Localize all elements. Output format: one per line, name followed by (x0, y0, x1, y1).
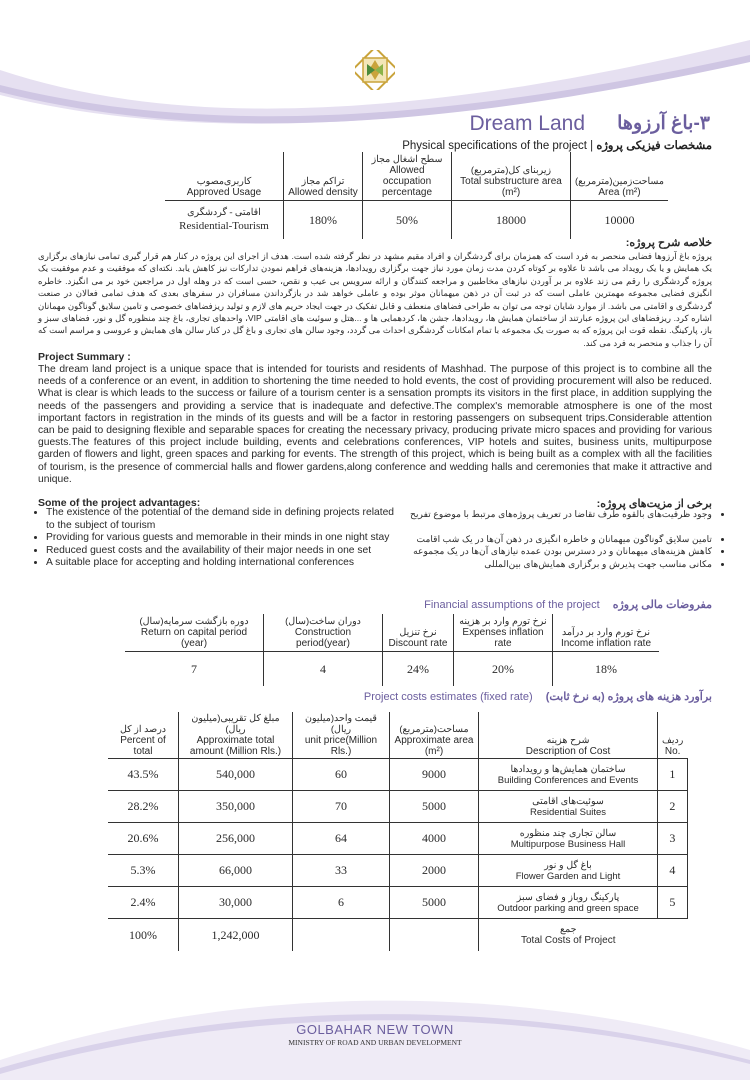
list-item: • وجود ظرفیت‌های بالقوه طرف تقاضا در تعریف پروژه‌های مرتبط با موضوع تفریح (392, 508, 712, 521)
advantages-title-persian: برخی از مزیت‌های پروژه: (596, 498, 712, 510)
table-row (108, 823, 687, 855)
advantages-title-english: Some of the project advantages: (38, 497, 201, 509)
summary-text-persian: پروژه باغ آرزوها فضایی منحصر به فرد است که همزمان برای گردشگران و افراد مقیم مشهد در نظر گرفته شده است. هدف از اجرای این پروژه در کنار هم قرار گیری تمامی نیازهای برگزاری یک همایش و یا یک رویداد می باشد تا علاوه بر کوتاه کردن مدت زمان مورد نیاز جهت برگزاری رویدادها، هزینه‌های فراهم نمودن تدارکات نیز کاهش یابد. نکته‌ای که موفقیت و عدم موفقیت یک پروژه گردشگری را رقم می زند علاوه بر بر آوردن نیازهای مخاطبین و مراجعه کنندگان و ارائه سرویس بی عیب و نقص، حسی است که در وهله اول در مراجعین خود بر می انگیزد. خاطره انگیزی فضایی مجموعه مهمترین عاملی است که در ثبت آن در ذهن میهمانان موثر بوده و عاملی خواهد شد در بازگرداندن مسافران در سفرهای بعدی که هدف تمامی فعالان در صنعت گردشگری و اقامتی می باشد. از موارد شایان توجه می توان به طراحی فضاهای منعطف و قابل تفکیک در جهت ایجاد حریم های لازم و تولید ریزفضاهای خصوصی و تامین سلایق گوناگون مهمانان اشاره کرد. ریزفضاهای این پروژه عبارتند از ساختمان همایش ها، رویدادها، جشن ها، کردهمایی ها و ...هتل و سوئیت های اقامتی VIP، واحدهای تجاری، باغ چند منظوره گل و نور، فضاهای سبز و باز، پارکینگ. نقطه قوت این پروژه که به صورت یک مجموعه با تمام امکانات گردشگری احداث می گردد، وجود سالن های تجاری و باغ گل در کنار سالن های همایش و عروسی و مراسم است که آن را جذاب و منحصر به فرد می کند. (38, 251, 712, 348)
header-cell: کاربری‌مصوب Approved Usage (165, 152, 284, 201)
table-row (108, 855, 687, 887)
table-cell: 5 (658, 887, 688, 919)
list-item: • A suitable place for accepting and holding international conferences (46, 557, 396, 570)
header-cell: دوران ساخت(سال) Construction period(year) (264, 614, 383, 652)
table-cell: 540,000 (179, 759, 293, 791)
footer-brand: GOLBAHAR NEW TOWN (296, 1022, 454, 1037)
table-cell: 9000 (390, 759, 479, 791)
table-cell: 2.4% (108, 887, 179, 919)
table-cell: 1,242,000 (179, 919, 293, 952)
table-cell: ساختمان همایش‌ها و رویدادها Building Conferences and Events (479, 759, 658, 791)
financial-assumptions-table (125, 614, 659, 686)
table-cell (293, 919, 390, 952)
table-cell: 4000 (390, 823, 479, 855)
table-cell: 100% (129, 927, 157, 942)
financial-title-english: Financial assumptions of the project (424, 599, 600, 611)
table-cell: 60 (293, 759, 390, 791)
subtitle-persian: مشخصات فیزیکی پروژه (596, 140, 712, 152)
table-cell: 7 (191, 661, 197, 676)
table-row (125, 652, 659, 687)
table-cell: 50% (363, 201, 452, 240)
table-row (165, 201, 668, 240)
header-cell: زیربنای کل(مترمربع) Total substructure area (m²) (452, 152, 571, 201)
table-cell: 350,000 (179, 791, 293, 823)
header-cell: مساحت(مترمربع) Approximate area (m²) (390, 712, 479, 759)
table-cell: 3 (658, 823, 688, 855)
table-cell: 5000 (390, 791, 479, 823)
table-cell: 33 (293, 855, 390, 887)
header-cell: دوره بازگشت سرمایه(سال) Return on capital period (year) (125, 614, 264, 652)
table-cell: 70 (293, 791, 390, 823)
table-cell: 5.3% (108, 855, 179, 887)
table-cell: باغ گل و نور Flower Garden and Light (479, 855, 658, 887)
table-cell: پارکینگ روباز و فضای سبز Outdoor parking and green space (479, 887, 658, 919)
table-header-row (165, 152, 668, 201)
table-cell: 2000 (390, 855, 479, 887)
subtitle-english: Physical specifications of the project (402, 140, 587, 152)
subtitle: Physical specifications of the project | مشخصات فیزیکی پروژه (402, 140, 712, 152)
list-item: • کاهش هزینه‌های میهمانان و در دسترس بودن عمده نیازهای آن‌ها در یک مجموعه (392, 545, 712, 558)
table-header-row (108, 712, 687, 759)
table-cell: جمع Total Costs of Project (479, 919, 658, 952)
table-cell: 20.6% (108, 823, 179, 855)
summary-text-english: The dream land project is a unique space that is intended for tourists and residents of Mashhad. The purpose of this project is to combine all the needs of a conference or an event, in addition to shortening the time needed to hold events, the cost of providing procurement will also be reduced. What is clear is which leads to the success or failure of a tourism center is a sensation prompts its visitors in the first place, in addition supplying the needs of the passengers and providing a service that is inadequate and defective.The complex's memorable atmosphere is one of the most important factors in registration in the minds of its guests and will be a factor in restoring passengers on subsequent trips.Considerable attention can be paid to designing flexible and separable spaces for creating the necessary privacy, producing private micro spaces and providing for various guests.The features of this project include building, events and celebrations conferences, VIP hotels and suites, business units, multipurpose garden of flowers and light, green spaces and parking for events. The strength of this project, which is being built as a complex with all the facilities of tourism, is the presence of commercial halls and flower gardens,along conference and wedding halls and ceremonies that make it attractive and unique. (38, 364, 712, 485)
footer-ministry: MINISTRY OF ROAD AND URBAN DEVELOPMENT (288, 1038, 462, 1047)
page-title (380, 112, 710, 138)
table-cell (390, 919, 479, 952)
list-item: • Providing for various guests and memorable in their minds in one night stay (46, 532, 396, 545)
header-cell: مبلغ کل تقریبی(میلیون ریال) Approximate total amount (Million Rls.) (179, 712, 293, 759)
advantages-list-persian (392, 508, 730, 570)
table-cell: 256,000 (179, 823, 293, 855)
header-cell: قیمت واحد(میلیون ریال) unit price(Million Rls.) (293, 712, 390, 759)
table-cell: سوئیت‌های اقامتی Residential Suites (479, 791, 658, 823)
title-persian: ۳-باغ آرزوها (617, 113, 710, 134)
table-total-row (108, 919, 687, 952)
summary-title-persian: خلاصه شرح پروژه: (625, 237, 712, 249)
table-cell: 4 (658, 855, 688, 887)
table-cell: 30,000 (179, 887, 293, 919)
advantages-list-english (26, 507, 396, 570)
header-cell: ردیف No. (658, 712, 688, 759)
table-cell: 10000 (571, 201, 669, 240)
table-cell: 4 (264, 652, 383, 687)
table-cell: اقامتی - گردشگری Residential-Tourism (179, 208, 269, 232)
table-cell (658, 919, 688, 952)
physical-specs-table (165, 152, 668, 239)
header-cell: شرح هزینه Description of Cost (479, 712, 658, 759)
financial-title-persian: مفروضات مالی پروژه (612, 599, 712, 611)
header-cell: سطح اشغال مجاز Allowed occupation percentage (363, 152, 452, 201)
table-cell: 18000 (452, 201, 571, 240)
table-cell: 5000 (390, 887, 479, 919)
costs-title (364, 690, 712, 703)
table-cell: 180% (284, 201, 363, 240)
title-english: Dream Land (469, 112, 585, 135)
costs-title-english: Project costs estimates (fixed rate) (363, 691, 533, 703)
cost-estimates-table (108, 712, 688, 951)
table-cell: 43.5% (108, 759, 179, 791)
golbahar-logo-icon (355, 50, 395, 90)
header-cell: تراکم مجاز Allowed density (284, 152, 363, 201)
header-cell: نرخ تورم وارد بر درآمد Income inflation rate (553, 614, 660, 652)
table-header-row (125, 614, 659, 652)
table-row (108, 887, 687, 919)
list-item: • تامین سلایق گوناگون میهمانان و خاطره انگیزی در ذهن آن‌ها در یک شب اقامت (392, 533, 712, 546)
table-cell: 66,000 (179, 855, 293, 887)
table-cell: 28.2% (108, 791, 179, 823)
header-cell: مساحت‌زمین(مترمربع) Area (m²) (571, 152, 669, 201)
costs-title-persian: برآورد هزینه های پروژه (به نرخ ثابت) (545, 691, 712, 703)
table-cell: 18% (553, 652, 660, 687)
table-cell: 20% (454, 652, 553, 687)
header-cell: نرخ تورم وارد بر هزینه Expenses inflation rate (454, 614, 553, 652)
list-item: • Reduced guest costs and the availability of their major needs in one set (46, 545, 396, 558)
table-cell: 6 (293, 887, 390, 919)
table-cell: سالن تجاری چند منظوره Multipurpose Business Hall (479, 823, 658, 855)
table-cell: 64 (293, 823, 390, 855)
table-row (108, 791, 687, 823)
table-cell: 2 (658, 791, 688, 823)
header-cell: درصد از کل Percent of total (108, 712, 179, 759)
list-item: • مکانی مناسب جهت پذیرش و برگزاری همایش‌های بین‌المللی (392, 558, 712, 571)
table-cell: 24% (383, 652, 454, 687)
financial-title (424, 598, 712, 611)
list-item: • The existence of the potential of the demand side in defining projects related to the subject of tourism (46, 507, 396, 532)
table-row (108, 759, 687, 791)
summary-title-english: Project Summary : (38, 351, 131, 363)
table-cell: 1 (658, 759, 688, 791)
header-cell: نرخ تنزیل Discount rate (383, 614, 454, 652)
